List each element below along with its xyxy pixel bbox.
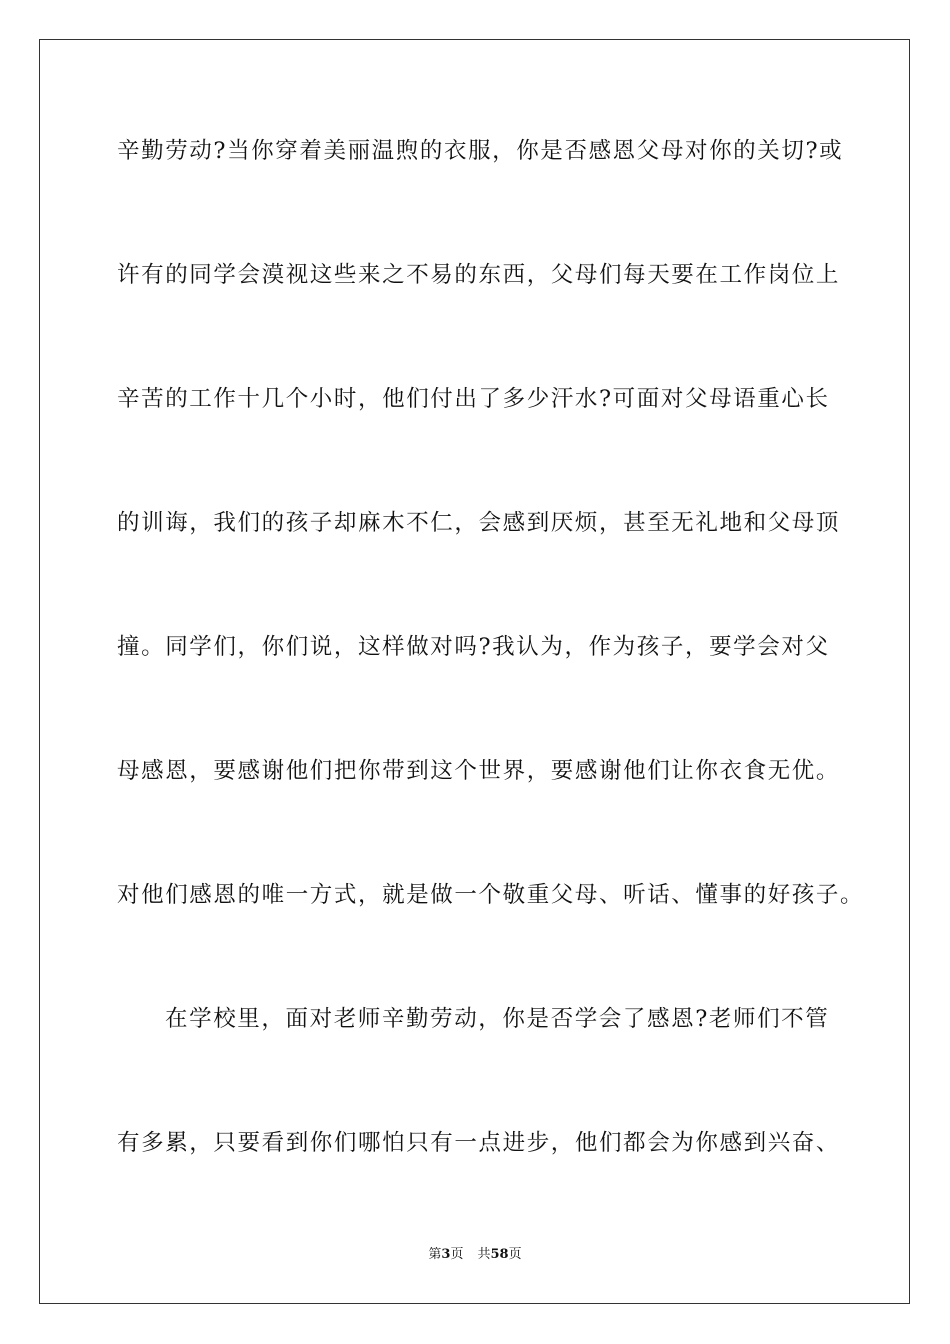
total-pages: 58 — [490, 1247, 509, 1262]
page-number: 3 — [441, 1247, 451, 1262]
total-prefix: 共 — [477, 1247, 491, 1262]
text-line-4: 的训诲，我们的孩子却麻木不仁，会感到厌烦，甚至无礼地和父母顶 — [117, 510, 841, 536]
total-suffix: 页 — [508, 1247, 522, 1262]
text-line-5: 撞。同学们，你们说，这样做对吗?我认为，作为孩子，要学会对父 — [117, 634, 830, 660]
text-line-9: 有多累，只要看到你们哪怕只有一点进步，他们都会为你感到兴奋、 — [117, 1130, 841, 1156]
text-line-3: 辛苦的工作十几个小时，他们付出了多少汗水?可面对父母语重心长 — [117, 386, 830, 412]
text-line-1: 辛勤劳动?当你穿着美丽温煦的衣服，你是否感恩父母对你的关切?或 — [117, 138, 844, 164]
paragraph-start-line: 在学校里，面对老师辛勤劳动，你是否学会了感恩?老师们不管 — [165, 1006, 830, 1032]
text-line-6: 母感恩，要感谢他们把你带到这个世界，要感谢他们让你衣食无优。 — [117, 758, 841, 784]
page-suffix: 页 — [450, 1247, 464, 1262]
text-line-7: 对他们感恩的唯一方式，就是做一个敬重父母、听话、懂事的好孩子。 — [117, 882, 865, 908]
page-border — [39, 39, 910, 1304]
page-footer — [0, 1246, 950, 1264]
text-line-2: 许有的同学会漠视这些来之不易的东西，父母们每天要在工作岗位上 — [117, 262, 841, 288]
page-prefix: 第 — [428, 1247, 442, 1262]
